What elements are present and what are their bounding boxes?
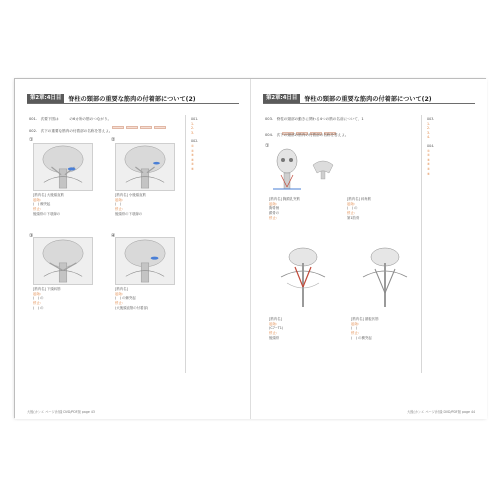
muscle-name: [筋肉名] 胸鎖乳突筋 [269, 197, 300, 201]
answer-column [427, 117, 434, 176]
right-page [251, 79, 487, 419]
muscle-name: [筋肉名] 大後頭直筋 [33, 193, 64, 197]
answer-blanks [111, 117, 167, 136]
insertion-label: 停止: [269, 331, 277, 336]
answer-item: ⑥ [427, 171, 430, 176]
answer-item: ④ [191, 157, 194, 162]
answer-label: 002. [191, 139, 199, 144]
neck-muscle-illustration [33, 143, 93, 191]
insertion-value: 第1肋骨 [347, 215, 360, 220]
muscle-caption [347, 197, 371, 221]
book-spread [14, 78, 486, 418]
insertion-value: 後頭骨 [269, 335, 280, 340]
insertion-value: (大後頭直筋の付着部) [115, 305, 149, 310]
chapter-badge: 第2章:4日目 [263, 94, 300, 103]
insertion-label: 停止: [269, 215, 277, 220]
insertion-value: 後頭骨の下項線の [33, 211, 61, 216]
origin-value: ( ) の棘突起 [115, 296, 136, 301]
muscle-name: [筋肉名] [115, 287, 128, 291]
neck-muscle-illustration [115, 237, 175, 285]
left-page [15, 79, 251, 419]
insertion-label: 停止: [115, 301, 123, 306]
origin-value: (C7~T1) [269, 326, 284, 331]
answer-item: ⑤ [427, 166, 430, 171]
answer-item: 1. [191, 121, 195, 126]
answer-column [191, 117, 198, 172]
answer-label: 004. [427, 143, 435, 148]
answer-column-divider [421, 115, 422, 373]
origin-value: 胸骨柄 [269, 206, 280, 211]
muscle-name: [筋肉名] 頸板状筋 [351, 317, 379, 321]
neck-muscle-illustration [115, 143, 175, 191]
figure-number: ④ [111, 233, 116, 239]
question-004: 004. 次下の頸部の筋肉の付着部の名称を答えよ。 [265, 133, 349, 137]
origin-value: 鎖骨の [269, 211, 280, 216]
origin-value: ( ) [351, 326, 358, 331]
figure-number: ② [111, 137, 116, 143]
answer-item: ① [191, 143, 194, 148]
chapter-badge: 第2章:4日目 [27, 94, 64, 103]
origin-label: 起始: [269, 201, 277, 206]
page-footer: 大後(カンエ ページ)付録 DVD/PDF版 page 43 [27, 410, 95, 414]
answer-item: ⑤ [191, 162, 194, 167]
answer-label: 003. [427, 117, 435, 121]
origin-value: ( ) の [33, 296, 44, 301]
answer-column-divider [185, 115, 186, 373]
insertion-value: ( ) の横突起 [351, 335, 372, 340]
origin-label: 起始: [115, 197, 123, 202]
answer-item: 2. [191, 126, 195, 131]
answer-item: 1. [427, 121, 431, 126]
answer-item: 2. [427, 126, 431, 131]
insertion-label: 停止: [115, 207, 123, 212]
muscle-caption [269, 197, 300, 221]
insertion-label: 停止: [33, 301, 41, 306]
origin-label: 起始: [269, 321, 277, 326]
neck-muscle-illustration [33, 237, 93, 285]
answer-item: ③ [191, 153, 194, 158]
page-title: 脊柱の頸部の重要な筋肉の付着部について(2) [304, 95, 432, 103]
answer-item: 4. [427, 135, 431, 140]
muscle-caption [115, 287, 148, 311]
question-003: 003. 脊柱の頸部の動きに関わる4つの筋の名前について、1 [265, 117, 364, 121]
muscle-caption [115, 193, 146, 217]
skull-illustration [269, 147, 339, 193]
muscle-name: [筋肉名] [269, 317, 282, 321]
posterior-neck-illustration [273, 247, 333, 309]
muscle-caption [351, 317, 378, 341]
origin-label: 起始: [115, 291, 123, 296]
origin-label: 起始: [33, 197, 41, 202]
origin-value: ( ) の [347, 206, 358, 211]
origin-label: 起始: [347, 201, 355, 206]
blank-box[interactable] [140, 126, 152, 130]
left-page-header [27, 93, 239, 104]
insertion-label: 停止: [351, 331, 359, 336]
blank-box[interactable] [154, 126, 166, 130]
question-001: 001. 次要下図は の6カ所の筋のつながり。 [29, 117, 112, 121]
insertion-value: ( ) の [33, 305, 44, 310]
insertion-value: 後頭骨の下項線の [115, 211, 143, 216]
origin-label: 起始: [351, 321, 359, 326]
answer-item: ③ [427, 157, 430, 162]
muscle-name: [筋肉名] 斜角筋 [347, 197, 372, 201]
answer-item: ① [427, 148, 430, 153]
muscle-caption [33, 193, 64, 217]
blank-box[interactable] [112, 126, 124, 130]
muscle-name: [筋肉名] 小後頭直筋 [115, 193, 146, 197]
answer-item: ⑥ [191, 166, 194, 171]
muscle-caption [269, 317, 283, 341]
insertion-label: 停止: [347, 211, 355, 216]
muscle-name: [筋肉名] 下頭斜筋 [33, 287, 61, 291]
answer-label: 001. [191, 117, 199, 121]
posterior-neck-illustration [355, 247, 415, 309]
muscle-caption [33, 287, 60, 311]
figure-number: ① [29, 137, 34, 143]
answer-item: ② [191, 148, 194, 153]
insertion-label: 停止: [33, 207, 41, 212]
origin-label: 起始: [33, 291, 41, 296]
answer-item: ② [427, 153, 430, 158]
blank-box[interactable] [126, 126, 138, 130]
origin-value: ( ) [115, 202, 122, 207]
answer-item: ④ [427, 162, 430, 167]
page-title: 脊柱の頸部の重要な筋肉の付着部について(2) [68, 95, 196, 103]
figure-number: ① [265, 143, 270, 149]
answer-item: 3. [427, 130, 431, 135]
origin-value: ( ) 棘突起 [33, 202, 51, 207]
page-footer: 大後(カンエ ページ)付録 DVD/PDF版 page 44 [407, 410, 475, 414]
question-002: 002. 次下の重要な筋肉の付着部の名称を答えよ。 [29, 129, 113, 133]
figure-number: ③ [29, 233, 34, 239]
answer-item: 3. [191, 130, 195, 135]
right-page-header [263, 93, 475, 104]
